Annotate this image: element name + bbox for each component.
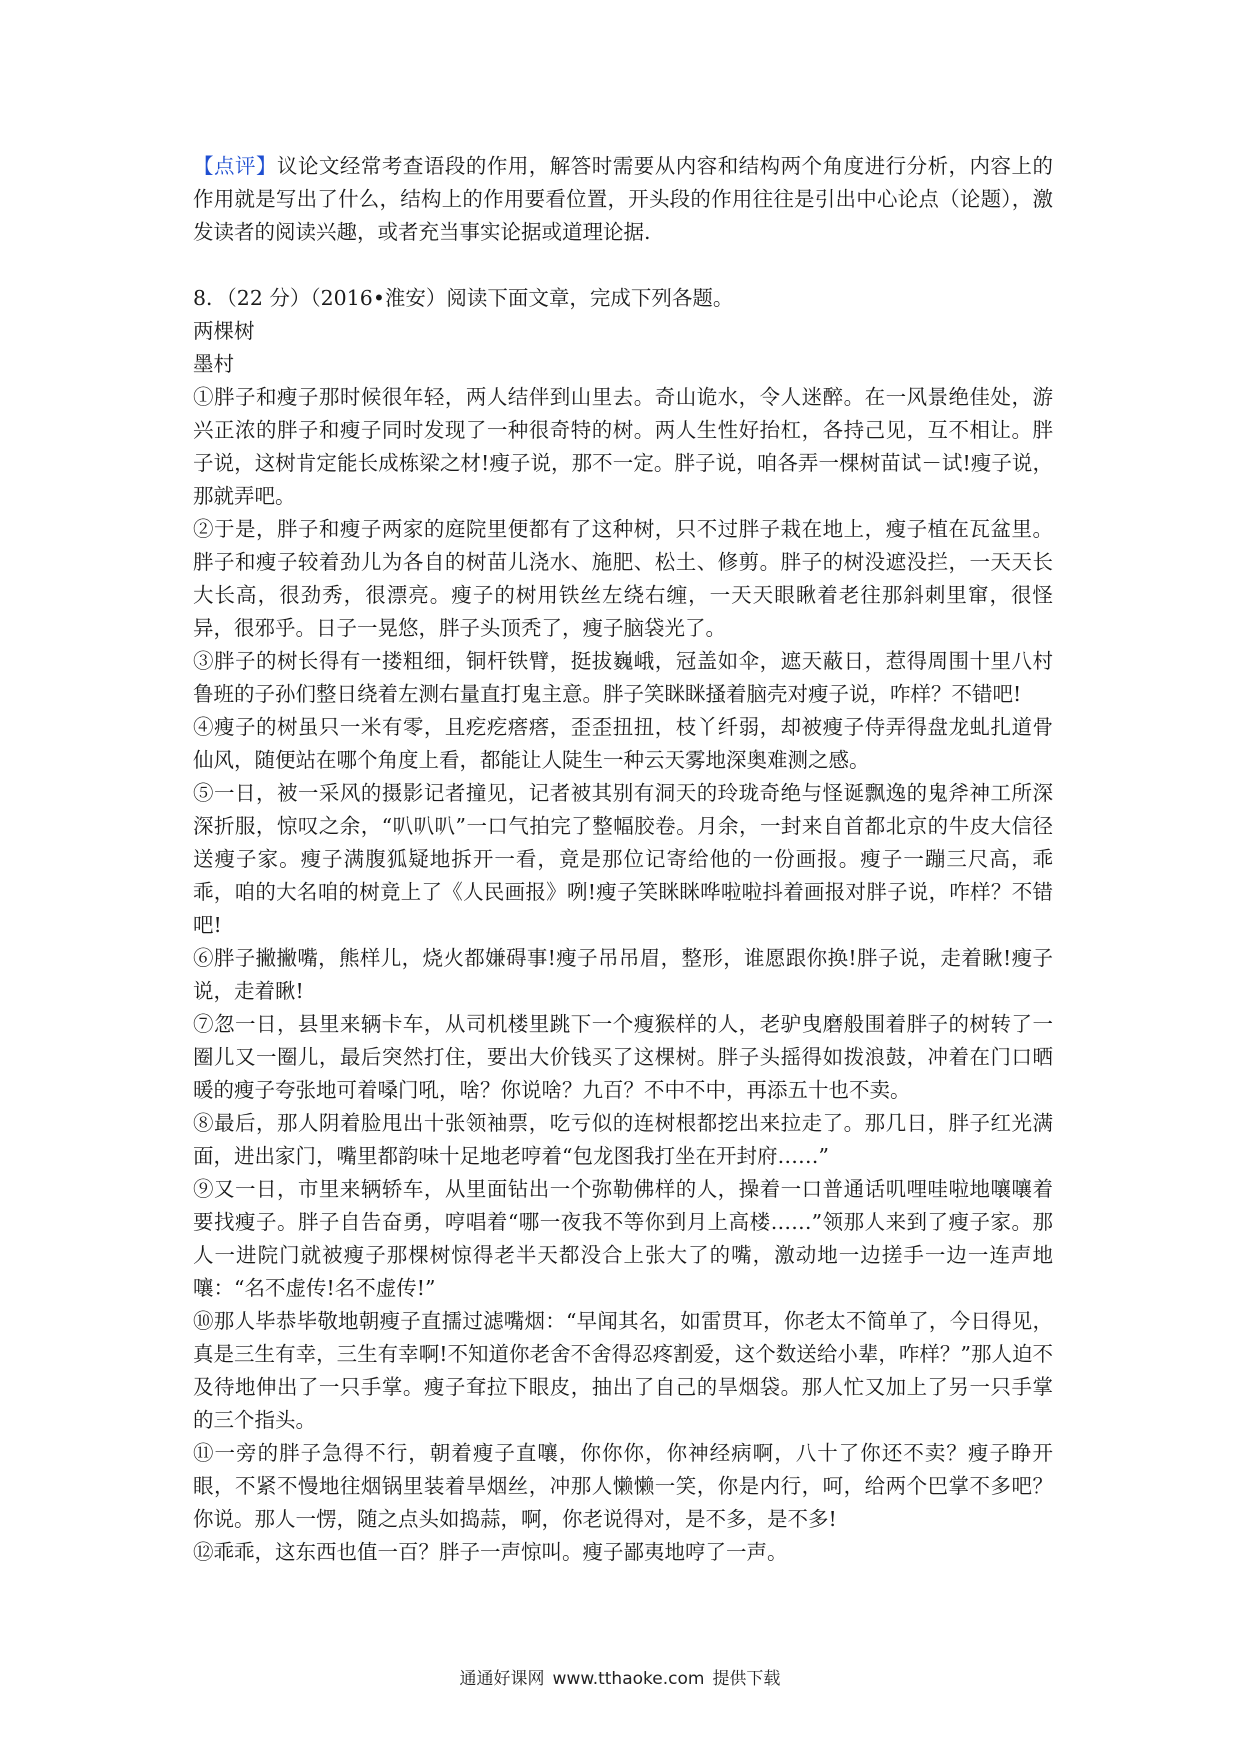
page-footer <box>0 1664 1240 1689</box>
footer-url[interactable]: www.tthaoke.com <box>552 1669 705 1689</box>
footer-suffix: 提供下载 <box>712 1669 781 1689</box>
question-header: 8．（22 分）（2016•淮安）阅读下面文章，完成下列各题。 <box>193 286 734 310</box>
paragraph-4: ④瘦子的树虽只一米有零，且疙疙瘩瘩，歪歪扭扭，枝丫纤弱，却被瘦子侍弄得盘龙虬扎道骨仙风，随便站在哪个角度上看，都能让人陡生一种云天雾地深奥难测之感。 <box>193 715 1053 772</box>
footer-site-name: 通通好课网 <box>459 1669 545 1689</box>
paragraph-12: ⑫乖乖，这东西也值一百？胖子一声惊叫。瘦子鄙夷地哼了一声。 <box>193 1540 788 1564</box>
comment-tag: 【点评】 <box>193 154 277 178</box>
document-body <box>193 150 1053 1569</box>
article-author: 墨村 <box>193 352 234 376</box>
paragraph-9: ⑨又一日，市里来辆轿车，从里面钻出一个弥勒佛样的人，操着一口普通话叽哩哇啦地嚷嚷着要找瘦子。胖子自告奋勇，哼唱着“哪一夜我不等你到月上高楼……”领那人来到了瘦子家。那人一进院门就被瘦子那棵树惊得老半天都没合上张大了的嘴，激动地一边搓手一边一连声地嚷：“名不虚传!名不虚传!” <box>193 1177 1053 1300</box>
paragraph-1: ①胖子和瘦子那时候很年轻，两人结伴到山里去。奇山诡水，令人迷醉。在一风景绝佳处，游兴正浓的胖子和瘦子同时发现了一种很奇特的树。两人生性好抬杠，各持己见，互不相让。胖子说，这树肯定能长成栋梁之材!瘦子说，那不一定。胖子说，咱各弄一棵树苗试－试!瘦子说，那就弄吧。 <box>193 385 1053 508</box>
comment-block <box>193 150 1053 249</box>
paragraph-2: ②于是，胖子和瘦子两家的庭院里便都有了这种树，只不过胖子栽在地上，瘦子植在瓦盆里。胖子和瘦子较着劲儿为各自的树苗儿浇水、施肥、松土、修剪。胖子的树没遮没拦，一天天长大长高，很劲秀，很漂亮。瘦子的树用铁丝左绕右缠，一天天眼瞅着老往那斜刺里窜，很怪异，很邪乎。日子一晃悠，胖子头顶秃了，瘦子脑袋光了。 <box>193 517 1053 640</box>
article-title: 两棵树 <box>193 319 255 343</box>
paragraph-3: ③胖子的树长得有一搂粗细，铜杆铁臂，挺拔巍峨，冠盖如伞，遮天蔽日，惹得周围十里八村鲁班的子孙们整日绕着左测右量直打鬼主意。胖子笑眯眯搔着脑壳对瘦子说，咋样？不错吧! <box>193 649 1053 706</box>
paragraph-7: ⑦忽一日，县里来辆卡车，从司机楼里跳下一个瘦猴样的人，老驴曳磨般围着胖子的树转了一圈儿又一圈儿，最后突然打住，要出大价钱买了这棵树。胖子头摇得如拨浪鼓，冲着在门口晒暖的瘦子夸张地可着嗓门吼，啥？你说啥？九百？不中不中，再添五十也不卖。 <box>193 1012 1053 1102</box>
paragraph-5: ⑤一日，被一采风的摄影记者撞见，记者被其别有洞天的玲珑奇绝与怪诞飘逸的鬼斧神工所深深折服，惊叹之余，“叭叭叭”一口气拍完了整幅胶卷。月余，一封来自首都北京的牛皮大信径送瘦子家。瘦子满腹狐疑地拆开一看，竟是那位记寄给他的一份画报。瘦子一蹦三尺高，乖乖，咱的大名咱的树竟上了《人民画报》咧!瘦子笑眯眯哗啦啦抖着画报对胖子说，咋样？不错吧! <box>193 781 1053 937</box>
paragraph-6: ⑥胖子撇撇嘴，熊样儿，烧火都嫌碍事!瘦子吊吊眉，整形，谁愿跟你换!胖子说，走着瞅!瘦子说，走着瞅! <box>193 946 1053 1003</box>
comment-text: 议论文经常考查语段的作用，解答时需要从内容和结构两个角度进行分析，内容上的作用就是写出了什么，结构上的作用要看位置，开头段的作用往往是引出中心论点（论题），激发读者的阅读兴趣，或者充当事实论据或道理论据. <box>193 154 1054 244</box>
paragraph-10: ⑩那人毕恭毕敬地朝瘦子直擩过滤嘴烟：“早闻其名，如雷贯耳，你老太不简单了，今日得见，真是三生有幸，三生有幸啊!不知道你老舍不舍得忍疼割爱，这个数送给小辈，咋样？”那人迫不及待地伸出了一只手掌。瘦子耷拉下眼皮，抽出了自己的旱烟袋。那人忙又加上了另一只手掌的三个指头。 <box>193 1309 1053 1432</box>
paragraph-8: ⑧最后，那人阴着脸甩出十张领袖票，吃亏似的连树根都挖出来拉走了。那几日，胖子红光满面，进出家门，嘴里都韵味十足地老哼着“包龙图我打坐在开封府……” <box>193 1111 1053 1168</box>
paragraph-11: ⑪一旁的胖子急得不行，朝着瘦子直嚷，你你你，你神经病啊，八十了你还不卖？瘦子睁开眼，不紧不慢地往烟锅里装着旱烟丝，冲那人懒懒一笑，你是内行，呵，给两个巴掌不多吧？你说。那人一愣，随之点头如捣蒜，啊，你老说得对，是不多，是不多! <box>193 1441 1053 1531</box>
